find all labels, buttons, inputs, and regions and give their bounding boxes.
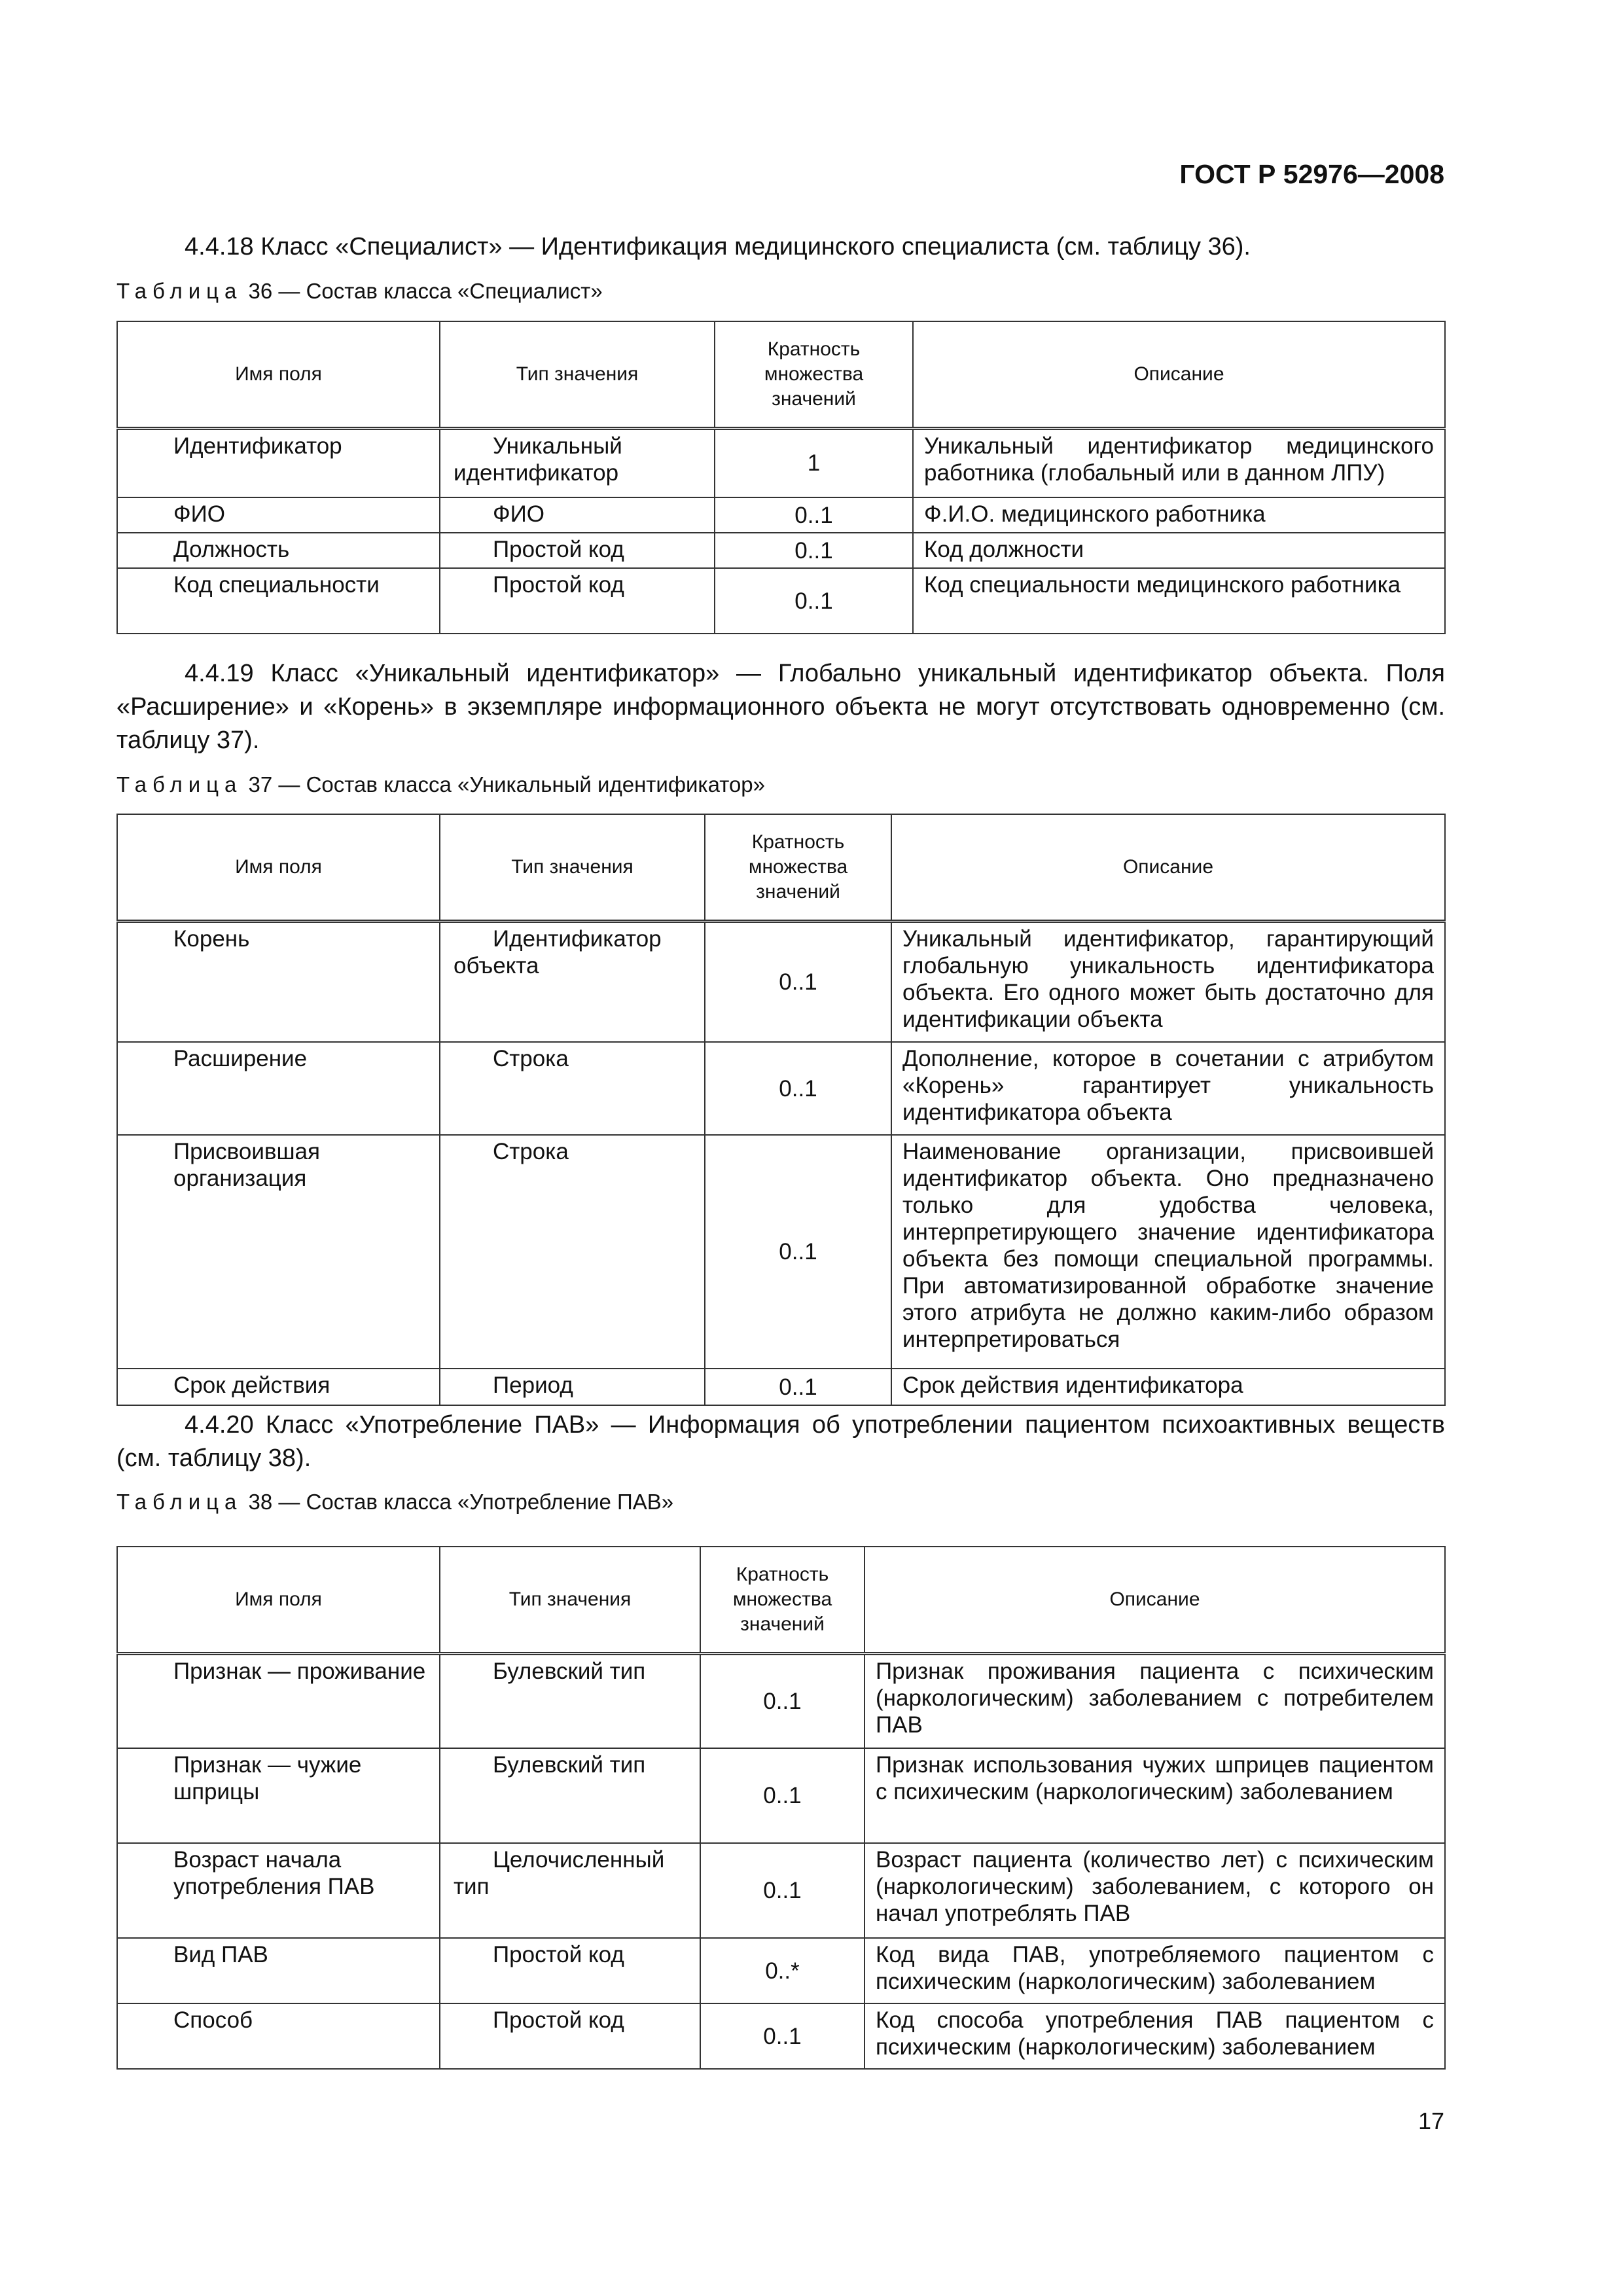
cell-field: Способ bbox=[117, 2003, 440, 2069]
column-header-type: Тип значения bbox=[440, 321, 715, 428]
cell-type: Простой код bbox=[440, 1938, 700, 2003]
cell-description: Код способа употребления ПАВ пациентом с психическим (наркологическим) заболеванием bbox=[865, 2003, 1445, 2069]
column-header-description: Описание bbox=[891, 814, 1445, 921]
standard-header: ГОСТ Р 52976—2008 bbox=[1179, 159, 1444, 189]
cell-multiplicity: 0..1 bbox=[705, 921, 891, 1042]
column-header-description: Описание bbox=[865, 1547, 1445, 1653]
table-row bbox=[117, 2003, 1445, 2069]
column-header-type: Тип значения bbox=[440, 814, 705, 921]
table-38-caption: Таблица 38 — Состав класса «Употребление ПАВ» bbox=[116, 1490, 674, 1514]
cell-multiplicity: 0..* bbox=[700, 1938, 865, 2003]
cell-type: Простой код bbox=[440, 2003, 700, 2069]
cell-description: Код должности bbox=[913, 533, 1445, 568]
cell-multiplicity: 0..1 bbox=[705, 1042, 891, 1135]
column-header-multiplicity: Кратность множества значений bbox=[700, 1547, 865, 1653]
table-row bbox=[117, 428, 1445, 497]
table-row bbox=[117, 1042, 1445, 1135]
cell-type: Строка bbox=[440, 1135, 705, 1369]
column-header-description: Описание bbox=[913, 321, 1445, 428]
table-36-caption: Таблица 36 — Состав класса «Специалист» bbox=[116, 279, 603, 303]
cell-type: Строка bbox=[440, 1042, 705, 1135]
cell-description: Наименование организации, присвоившей идентификатор объекта. Оно предназначено только для удобства человека, интерпретирующего значение идентификатора объекта без помощи специальной программы. При автоматизированной обработке значение этого атрибута не должно каким-либо образом интерпретироваться bbox=[891, 1135, 1445, 1369]
cell-type: Идентификатор объекта bbox=[440, 921, 705, 1042]
table-36 bbox=[116, 321, 1446, 634]
cell-multiplicity: 0..1 bbox=[700, 1653, 865, 1748]
cell-type: Уникальный идентификатор bbox=[440, 428, 715, 497]
cell-type: Простой код bbox=[440, 568, 715, 634]
cell-multiplicity: 0..1 bbox=[715, 533, 913, 568]
table-row bbox=[117, 1938, 1445, 2003]
column-header-field: Имя поля bbox=[117, 321, 440, 428]
cell-field: Присвоившая организация bbox=[117, 1135, 440, 1369]
cell-field: Признак — проживание bbox=[117, 1653, 440, 1748]
cell-multiplicity: 0..1 bbox=[700, 1748, 865, 1843]
cell-description: Признак проживания пациента с психическим (наркологическим) заболеванием с потребителем ПАВ bbox=[865, 1653, 1445, 1748]
cell-description: Код специальности медицинского работника bbox=[913, 568, 1445, 634]
table-row bbox=[117, 497, 1445, 533]
table-row bbox=[117, 1748, 1445, 1843]
table-37-real bbox=[116, 814, 1446, 1406]
cell-description: Уникальный идентификатор медицинского работника (глобальный или в данном ЛПУ) bbox=[913, 428, 1445, 497]
cell-multiplicity: 0..1 bbox=[715, 497, 913, 533]
cell-type: Булевский тип bbox=[440, 1653, 700, 1748]
cell-multiplicity: 0..1 bbox=[705, 1135, 891, 1369]
cell-multiplicity: 0..1 bbox=[700, 1843, 865, 1938]
cell-field: Расширение bbox=[117, 1042, 440, 1135]
column-header-field: Имя поля bbox=[117, 814, 440, 921]
cell-multiplicity: 0..1 bbox=[705, 1369, 891, 1405]
cell-description: Возраст пациента (количество лет) с психическим (наркологическим) заболеванием, с которого он начал употреблять ПАВ bbox=[865, 1843, 1445, 1938]
table-row bbox=[117, 1653, 1445, 1748]
cell-description: Признак использования чужих шприцев пациентом с психическим (наркологическим) заболеванием bbox=[865, 1748, 1445, 1843]
cell-field: Корень bbox=[117, 921, 440, 1042]
cell-type: Период bbox=[440, 1369, 705, 1405]
cell-description: Срок действия идентификатора bbox=[891, 1369, 1445, 1405]
table-37-caption: Таблица 37 — Состав класса «Уникальный идентификатор» bbox=[116, 772, 766, 797]
cell-field: Должность bbox=[117, 533, 440, 568]
cell-field: Вид ПАВ bbox=[117, 1938, 440, 2003]
cell-description: Ф.И.О. медицинского работника bbox=[913, 497, 1445, 533]
column-header-type: Тип значения bbox=[440, 1547, 700, 1653]
table-row bbox=[117, 533, 1445, 568]
section-4-4-18: 4.4.18 Класс «Специалист» — Идентификация медицинского специалиста (см. таблицу 36). bbox=[185, 233, 1251, 260]
cell-field: Признак — чужие шприцы bbox=[117, 1748, 440, 1843]
table-row bbox=[117, 1369, 1445, 1405]
cell-type: Булевский тип bbox=[440, 1748, 700, 1843]
table-header-row bbox=[117, 1547, 1445, 1653]
table-row bbox=[117, 1843, 1445, 1938]
column-header-multiplicity: Кратность множества значений bbox=[715, 321, 913, 428]
cell-description: Уникальный идентификатор, гарантирующий глобальную уникальность идентификатора объекта. Его одного может быть достаточно для идентификации объекта bbox=[891, 921, 1445, 1042]
cell-type: Целочисленный тип bbox=[440, 1843, 700, 1938]
table-row bbox=[117, 1135, 1445, 1369]
cell-multiplicity: 1 bbox=[715, 428, 913, 497]
cell-type: ФИО bbox=[440, 497, 715, 533]
section-4-4-19: 4.4.19 Класс «Уникальный идентификатор» — Глобально уникальный идентификатор объекта. Поля «Расширение» и «Корень» в экземпляре информационного объекта не могут отсутствовать одновременно (см. таблицу 37). bbox=[116, 660, 1445, 754]
cell-multiplicity: 0..1 bbox=[715, 568, 913, 634]
cell-multiplicity: 0..1 bbox=[700, 2003, 865, 2069]
section-4-4-20: 4.4.20 Класс «Употребление ПАВ» — Информация об употреблении пациентом психоактивных веществ (см. таблицу 38). bbox=[116, 1411, 1445, 1472]
cell-field: Код специальности bbox=[117, 568, 440, 634]
table-header-row bbox=[117, 321, 1445, 428]
cell-description: Код вида ПАВ, употребляемого пациентом с психическим (наркологическим) заболеванием bbox=[865, 1938, 1445, 2003]
cell-field: Срок действия bbox=[117, 1369, 440, 1405]
table-header-row bbox=[117, 814, 1445, 921]
cell-type: Простой код bbox=[440, 533, 715, 568]
cell-field: Идентификатор bbox=[117, 428, 440, 497]
column-header-multiplicity: Кратность множества значений bbox=[705, 814, 891, 921]
cell-field: ФИО bbox=[117, 497, 440, 533]
column-header-field: Имя поля bbox=[117, 1547, 440, 1653]
cell-description: Дополнение, которое в сочетании с атрибутом «Корень» гарантирует уникальность идентификатора объекта bbox=[891, 1042, 1445, 1135]
table-row bbox=[117, 568, 1445, 634]
page-number: 17 bbox=[1418, 2108, 1444, 2134]
cell-field: Возраст начала употребления ПАВ bbox=[117, 1843, 440, 1938]
table-row bbox=[117, 921, 1445, 1042]
table-38 bbox=[116, 1546, 1446, 2070]
